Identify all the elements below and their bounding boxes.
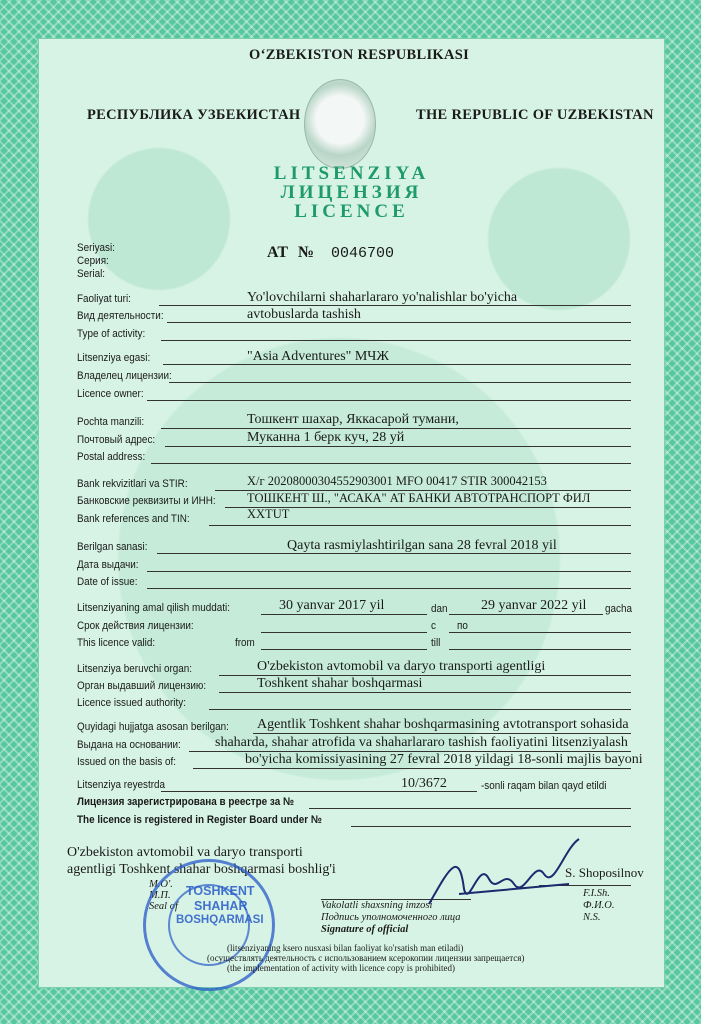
validity-gacha: gacha: [605, 603, 632, 615]
authority-label-ru: Орган выдавший лицензию:: [77, 680, 207, 692]
bank-value-1: Х/г 20208000304552903001 MFO 00417 STIR 300042153: [247, 474, 547, 488]
signature-org-1: O'zbekiston avtomobil va daryo transporti: [67, 845, 303, 860]
owner-label-en: Licence owner:: [77, 388, 144, 400]
bank-value-3: ХХТUТ: [247, 507, 290, 521]
serial-series: AT: [267, 244, 289, 261]
official-label-ru: Подпись уполномоченного лица: [321, 912, 461, 923]
bank-label-uz: Bank rekvizitlari va STIR:: [77, 478, 188, 490]
official-label-uz: Vakolatli shaxsning imzosi: [321, 900, 433, 911]
serial-number-sign: №: [298, 244, 315, 261]
registry-label-ru: Лицензия зарегистрирована в реестре за №: [77, 796, 294, 808]
activity-value-2: avtobuslarda tashish: [247, 307, 361, 322]
bank-label-en: Bank references and TIN:: [77, 513, 190, 525]
authority-value-2: Toshkent shahar boshqarmasi: [257, 676, 423, 691]
owner-label-uz: Litsenziya egasi:: [77, 352, 151, 364]
stamp-text-3: BOSHQARMASI: [176, 914, 264, 926]
validity-label-ru: Срок действия лицензии:: [77, 620, 194, 632]
address-value-1: Тошкент шахар, Яккасарой тумани,: [247, 412, 459, 427]
stamp-text-1: TOSHKENT: [186, 884, 255, 898]
stamp-text-2: SHAHAR: [194, 899, 248, 913]
registry-label-en: The licence is registered in Register Board under №: [77, 814, 322, 826]
validity-label-uz: Litsenziyaning amal qilish muddati:: [77, 602, 230, 614]
issue-value: Qayta rasmiylashtirilgan sana 28 fevral 2018 yil: [287, 538, 557, 553]
basis-label-en: Issued on the basis of:: [77, 756, 177, 768]
serial-label-en: Serial:: [77, 268, 106, 280]
basis-value-2: shaharda, shahar atrofida va shaharlararo tashish faoliyatini litsenziyalash: [215, 735, 628, 750]
official-label-en: Signature of official: [321, 924, 409, 935]
basis-value-3: bo'yicha komissiyasining 27 fevral 2018 yildagi 18-sonli majlis bayoni: [245, 752, 643, 767]
validity-dan: dan: [431, 603, 448, 615]
basis-label-ru: Выдана на основании:: [77, 739, 181, 751]
validity-from: from: [235, 637, 255, 649]
owner-label-ru: Владелец лицензии:: [77, 370, 172, 382]
fio-label-en: N.S.: [583, 912, 601, 923]
title-ru: ЛИЦЕНЗИЯ: [280, 182, 423, 203]
registry-value: 10/3672: [401, 776, 447, 791]
fio-label-ru: Ф.И.О.: [583, 900, 615, 911]
address-label-en: Postal address:: [77, 451, 146, 463]
seal-label-en: Seal of: [149, 901, 178, 912]
validity-till-value: 29 yanvar 2022 yil: [481, 598, 587, 613]
basis-value-1: Agentlik Toshkent shahar boshqarmasining avtotransport sohasida: [257, 717, 629, 732]
activity-label-uz: Faoliyat turi:: [77, 293, 131, 305]
validity-s: с: [431, 620, 436, 632]
seal-label-uz: M.O'.: [149, 879, 173, 890]
validity-po: по: [457, 620, 468, 632]
validity-till: till: [431, 637, 441, 649]
validity-label-en: This licence valid:: [77, 637, 156, 649]
state-emblem-icon: [304, 79, 376, 169]
registry-label-uz: Litsenziya reyestrda: [77, 779, 166, 791]
handwritten-signature-icon: [419, 829, 589, 919]
bank-label-ru: Банковские реквизиты и ИНН:: [77, 495, 216, 507]
title-en: LICENCE: [294, 201, 409, 222]
serial-number: 0046700: [331, 245, 395, 262]
header-left: РЕСПУБЛИКА УЗБЕКИСТАН: [87, 107, 301, 123]
header-right: THE REPUBLIC OF UZBEKISTAN: [416, 107, 654, 123]
authority-label-uz: Litsenziya beruvchi organ:: [77, 663, 193, 675]
activity-value-1: Yo'lovchilarni shaharlararo yo'nalishlar bo'yicha: [247, 290, 518, 305]
activity-label-en: Type of activity:: [77, 328, 146, 340]
bank-value-2: ТОШКЕНТ Ш., "АСАКА" АТ БАНКИ АВТОТРАНСПОРТ ФИЛ: [247, 491, 591, 505]
basis-label-uz: Quyidagi hujjatga asosan berilgan:: [77, 721, 229, 733]
authority-value-1: O'zbekiston avtomobil va daryo transporti agentligi: [257, 659, 546, 674]
footer-en: (the implementation of activity with licence copy is prohibited): [227, 963, 455, 973]
issue-label-ru: Дата выдачи:: [77, 559, 139, 571]
signature-org-2: agentligi Toshkent shahar boshqarmasi boshlig'i: [67, 862, 336, 877]
registry-suffix: -sonli raqam bilan qayd etildi: [481, 780, 607, 792]
footer-uz: (litsenziyaning ksero nusxasi bilan faoliyat ko'rsatish man etiladi): [227, 943, 464, 953]
activity-label-ru: Вид деятельности:: [77, 310, 164, 322]
title-uz: LITSENZIYA: [273, 163, 430, 184]
address-label-ru: Почтовый адрес:: [77, 434, 156, 446]
header-top: O‘ZBEKISTON RESPUBLIKASI: [249, 47, 470, 63]
issue-label-uz: Berilgan sanasi:: [77, 541, 148, 553]
address-value-2: Муканна 1 берк куч, 28 уй: [247, 430, 405, 445]
fio-label-uz: F.I.Sh.: [583, 888, 610, 899]
issue-label-en: Date of issue:: [77, 576, 138, 588]
validity-from-value: 30 yanvar 2017 yil: [279, 598, 385, 613]
authority-label-en: Licence issued authority:: [77, 697, 186, 709]
owner-value: "Asia Adventures" МЧЖ: [247, 349, 389, 364]
serial-label-uz: Seriyasi:: [77, 242, 115, 254]
footer-ru: (осуществлять деятельность с использованием ксерокопии лицензии запрещается): [207, 953, 525, 963]
address-label-uz: Pochta manzili:: [77, 416, 145, 428]
serial-label-ru: Серия:: [77, 255, 109, 267]
licence-paper: [38, 38, 665, 988]
signature-name: S. Shoposilnov: [565, 865, 644, 880]
seal-label-ru: M.П.: [149, 890, 171, 901]
